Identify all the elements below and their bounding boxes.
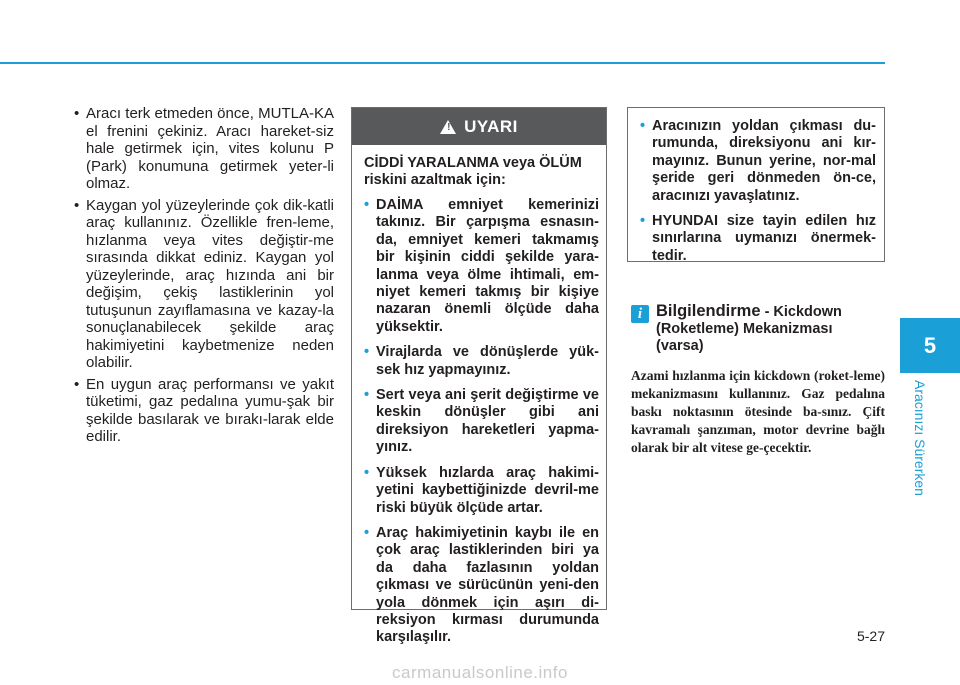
warning-header [352,108,606,145]
page-number: 5-27 [856,628,885,644]
bullet-item: • Kaygan yol yüzeylerinde çok dik-katli araç kullanınız. Özellikle fren-leme, hızlanma veya vites değiştir-me sırasında dikkat ediniz. Kaygan yol yüzeylerinde, araç hızında ani bir değişim, çekiş lastiklerinin yol tutuşunun zayıflamasına ve kazay-la sonuçlanabilecek şekilde araç hakimiyetini kaybetmenize neden olabilir. [72,197,334,372]
warning-intro: CİDDİ YARALANMA veya ÖLÜM riskini azaltmak için: [364,155,582,188]
info-icon: i [631,305,649,323]
warning-box [351,107,607,646]
warning-item: • Virajlarda ve dönüşlerde yük-sek hız yapmayınız. [364,344,599,379]
warning-item: • DAİMA emniyet kemerinizi takınız. Bir çarpışma esnasın-da, emniyet kemeri takmamış bir kişinin ciddi şekilde yara-lanma veya ölme ihtimali, em-niyet kemeri takmış bir kişiye nazaran önemli ölçüde daha yüksektir. [364,197,599,336]
bullet-item: • Aracı terk etmeden önce, MUTLA-KA el frenini çekiniz. Aracı hareket-siz hale getirmek için, vites kolunu P (Park) konumuna getirmek yeter-li olmaz. [72,105,334,193]
footer-watermark: carmanualsonline.info [392,663,568,682]
info-subtitle: (varsa) [656,338,704,354]
chapter-label-text: Aracınızı Sürerken [912,380,928,496]
bullet-item: • En uygun araç performansı ve yakıt tüketimi, gaz pedalına yumu-şak bir şekilde basılarak ve bırakı-larak elde edilir. [72,376,334,446]
info-body: Azami hızlanma için kickdown (roket-leme) mekanizmasını kullanınız. Gaz pedalına baskı noktasının ötesinde ba-sınız. Çift kavramalı şanzıman, motor devrine bağlı olarak bir alt vitese ge-çecektir. [631,368,885,455]
warning-item: • Aracınızın yoldan çıkması du-rumunda, direksiyonu ani kır-mayınız. Bunun yerine, nor-mal şeride geri dönmeden ön-ce, aracınızı yavaşlatınız. [640,118,876,205]
info-section [631,303,885,457]
top-rule [0,62,885,64]
info-subtitle: - Kickdown [764,304,842,320]
info-subtitle: (Roketleme) Mekanizması [656,321,833,337]
info-title: Bilgilendirme [656,302,761,320]
warning-item: • Araç hakimiyetinin kaybı ile en çok araç lastiklerinden biri ya da daha fazlasının yoldan çıkması ve sürücünün yeni-den yola dönmek için aşırı di-reksiyon kırması durumunda karşılaşılır. [364,525,599,647]
warning-item: • Yüksek hızlarda araç hakimi-yetini kaybettiğinizde devril-me riski büyük ölçüde artar. [364,465,599,517]
warning-title: UYARI [464,116,518,136]
warning-continuation-box [627,107,885,262]
chapter-label [912,380,932,500]
warning-triangle-icon: ! [440,120,456,134]
chapter-tab: 5 [900,318,960,373]
left-column [72,105,334,450]
warning-item: • Sert veya ani şerit değiştirme ve keskin dönüşler gibi ani direksiyon hareketleri yapma-yınız. [364,387,599,457]
warning-item: • HYUNDAI size tayin edilen hız sınırlarına uymanızı önermek-tedir. [640,213,876,265]
